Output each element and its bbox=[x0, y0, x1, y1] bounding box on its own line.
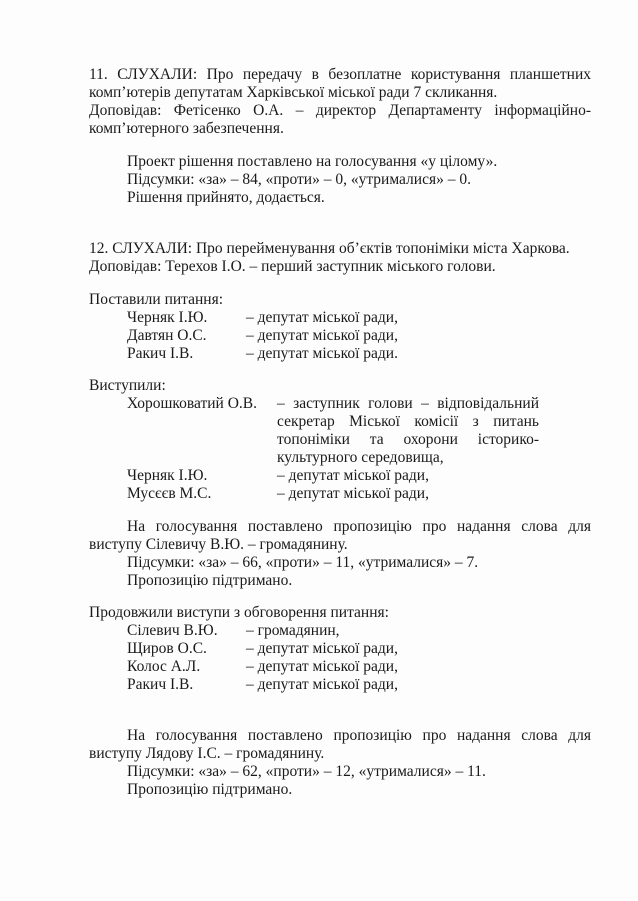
speaker-role-line: топоніміки та охорони історико- bbox=[277, 431, 539, 448]
continued-name: Ракич І.В. bbox=[127, 676, 194, 693]
continued-label: Продовжили виступи з обговорення питання: bbox=[89, 604, 389, 621]
continued-name: Сілевич В.Ю. bbox=[127, 622, 218, 639]
item11-heading-cont: комп’ютерів депутатам Харківської міської ради 7 скликання. bbox=[89, 84, 498, 101]
speakers-label: Виступили: bbox=[89, 377, 166, 394]
item12-reporter: Доповідав: Терехов І.О. – перший заступник міського голови. bbox=[89, 258, 496, 275]
vote2-decision: Пропозицію підтримано. bbox=[127, 781, 293, 798]
speaker-role-line: секретар Міської комісії з питань bbox=[277, 413, 539, 430]
speaker-role-line: – заступник голови – відповідальний bbox=[277, 395, 539, 412]
item11-heading: 11. СЛУХАЛИ: Про передачу в безоплатне користування планшетних bbox=[89, 66, 591, 83]
vote1-decision: Пропозицію підтримано. bbox=[127, 572, 293, 589]
vote2-results: Підсумки: «за» – 62, «проти» – 12, «утрималися» – 11. bbox=[127, 763, 486, 780]
question-role: – депутат міської ради, bbox=[246, 327, 398, 344]
speaker-role-line: культурного середовища, bbox=[277, 449, 444, 466]
speaker-name: Хорошковатий О.В. bbox=[127, 395, 258, 412]
item11-decision: Рішення прийнято, додається. bbox=[127, 189, 325, 206]
vote2-line1: На голосування поставлено пропозицію про надання слова для bbox=[127, 727, 591, 744]
speaker-name: Черняк І.Ю. bbox=[127, 467, 208, 484]
item11-results: Підсумки: «за» – 84, «проти» – 0, «утрималися» – 0. bbox=[127, 171, 471, 188]
item11-reporter-cont: комп’ютерного забезпечення. bbox=[89, 120, 284, 137]
continued-name: Колос А.Л. bbox=[127, 658, 201, 675]
item11-vote-put: Проект рішення поставлено на голосування «у цілому». bbox=[127, 153, 498, 170]
question-role: – депутат міської ради. bbox=[246, 345, 398, 362]
item12-heading: 12. СЛУХАЛИ: Про перейменування об’єктів топоніміки міста Харкова. bbox=[89, 240, 570, 257]
continued-name: Щиров О.С. bbox=[127, 640, 207, 657]
continued-role: – громадянин, bbox=[246, 622, 340, 639]
questions-label: Поставили питання: bbox=[89, 291, 224, 308]
vote2-line2: виступу Лядову І.С. – громадянину. bbox=[89, 745, 325, 762]
question-name: Ракич І.В. bbox=[127, 345, 194, 362]
vote1-line1: На голосування поставлено пропозицію про надання слова для bbox=[127, 518, 591, 535]
question-name: Давтян О.С. bbox=[127, 327, 207, 344]
speaker-role: – депутат міської ради, bbox=[277, 485, 429, 502]
continued-role: – депутат міської ради, bbox=[246, 676, 398, 693]
vote1-line2: виступу Сілевичу В.Ю. – громадянину. bbox=[89, 536, 348, 553]
question-role: – депутат міської ради, bbox=[246, 309, 398, 326]
speaker-role: – депутат міської ради, bbox=[277, 467, 429, 484]
continued-role: – депутат міської ради, bbox=[246, 640, 398, 657]
question-name: Черняк І.Ю. bbox=[127, 309, 208, 326]
continued-role: – депутат міської ради, bbox=[246, 658, 398, 675]
speaker-name: Мусєєв М.С. bbox=[127, 485, 212, 502]
item11-reporter: Доповідав: Фетісенко О.А. – директор Департаменту інформаційно- bbox=[89, 102, 591, 119]
vote1-results: Підсумки: «за» – 66, «проти» – 11, «утрималися» – 7. bbox=[127, 554, 479, 571]
